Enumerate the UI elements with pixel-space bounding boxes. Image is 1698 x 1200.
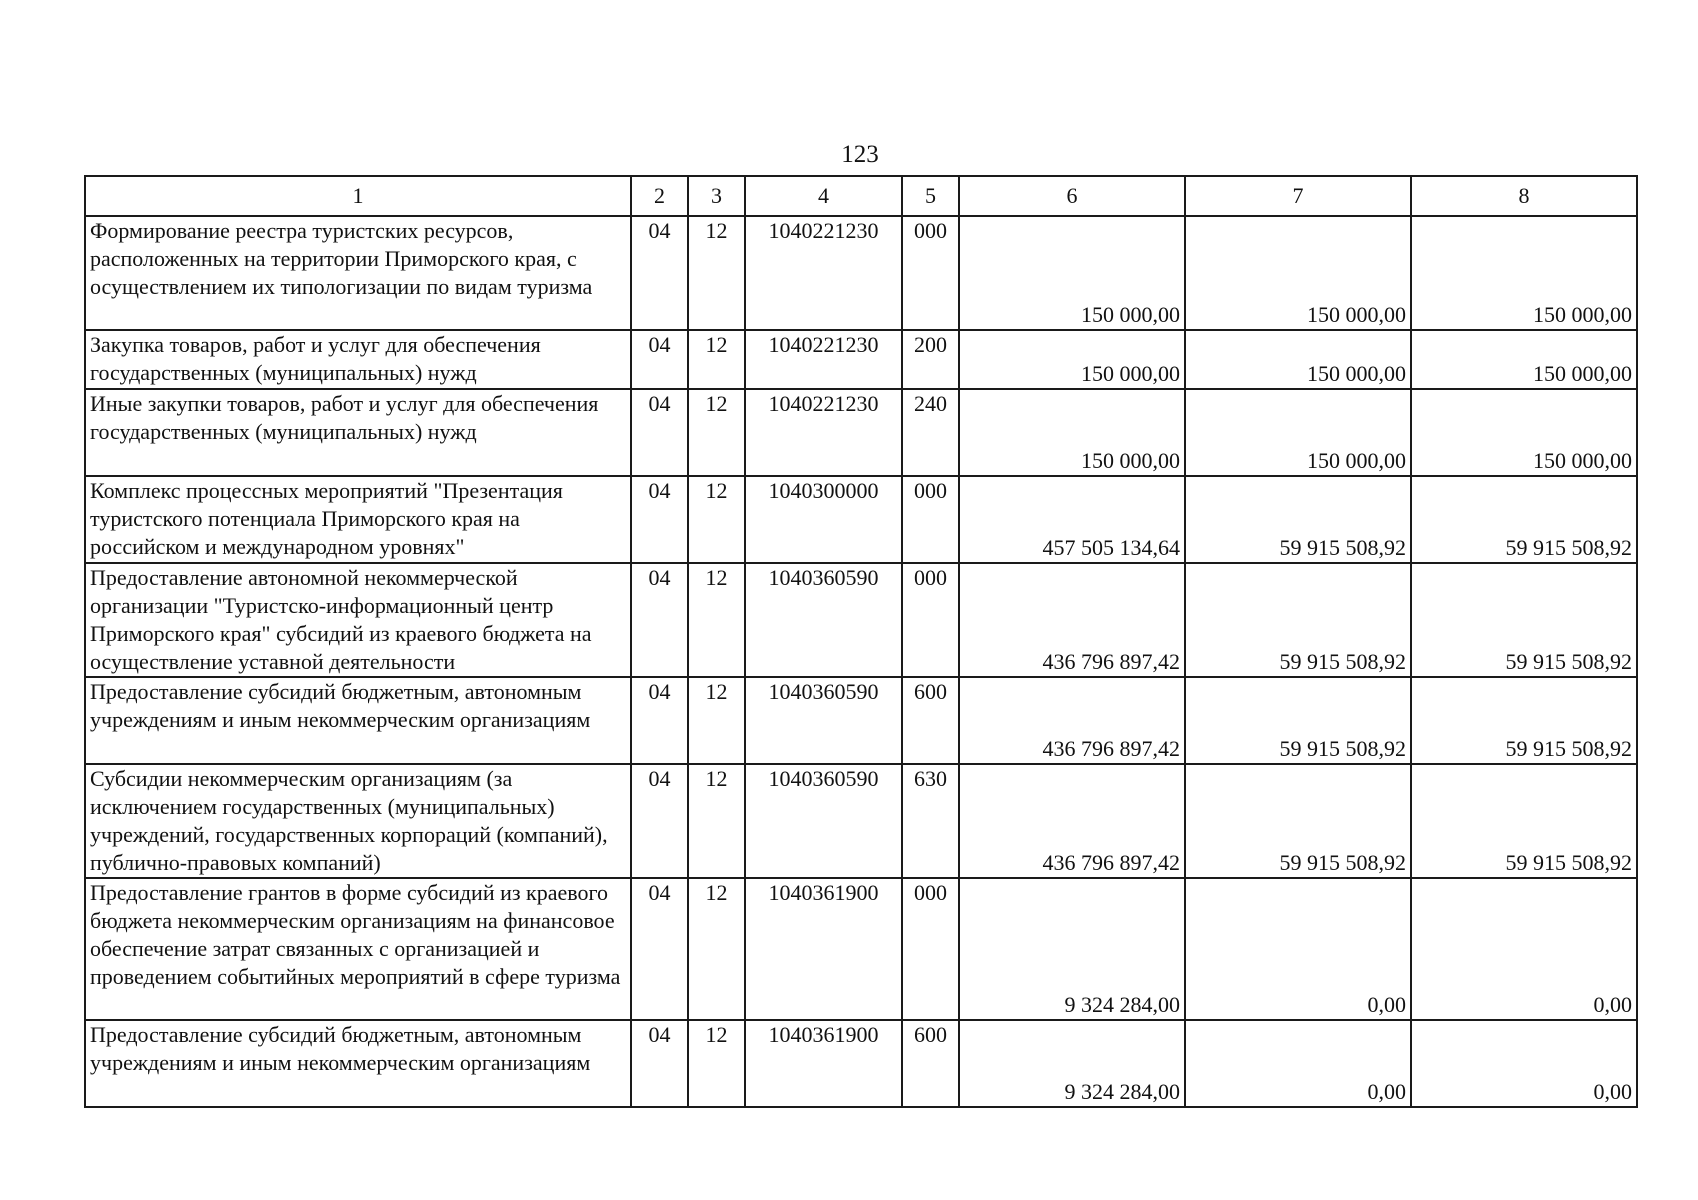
table-row xyxy=(85,330,1637,389)
target-article-code: 1040361900 xyxy=(745,1020,902,1107)
expense-type-code: 630 xyxy=(902,764,959,878)
expense-type-code: 600 xyxy=(902,1020,959,1107)
row-name: Предоставление грантов в форме субсидий из краевого бюджета некоммерческим организациям на финансовое обеспечение затрат связанных с организацией и проведением событийных мероприятий в сфере туризма xyxy=(85,878,631,1020)
table-row xyxy=(85,878,1637,1020)
section-code: 04 xyxy=(631,216,688,330)
section-code: 04 xyxy=(631,764,688,878)
amount-col-8: 59 915 508,92 xyxy=(1411,677,1637,764)
subsection-code: 12 xyxy=(688,389,745,476)
row-name: Закупка товаров, работ и услуг для обеспечения государственных (муниципальных) нужд xyxy=(85,330,631,389)
amount-col-8: 150 000,00 xyxy=(1411,330,1637,389)
subsection-code: 12 xyxy=(688,476,745,563)
row-name: Предоставление субсидий бюджетным, автономным учреждениям и иным некоммерческим организациям xyxy=(85,677,631,764)
amount-col-7: 59 915 508,92 xyxy=(1185,764,1411,878)
subsection-code: 12 xyxy=(688,1020,745,1107)
budget-table xyxy=(84,175,1638,1108)
amount-col-7: 59 915 508,92 xyxy=(1185,476,1411,563)
row-name: Комплекс процессных мероприятий "Презентация туристского потенциала Приморского края на российском и международном уровнях" xyxy=(85,476,631,563)
subsection-code: 12 xyxy=(688,330,745,389)
amount-col-7: 59 915 508,92 xyxy=(1185,677,1411,764)
amount-col-7: 59 915 508,92 xyxy=(1185,563,1411,677)
target-article-code: 1040360590 xyxy=(745,677,902,764)
amount-col-8: 150 000,00 xyxy=(1411,389,1637,476)
expense-type-code: 200 xyxy=(902,330,959,389)
amount-col-6: 9 324 284,00 xyxy=(959,878,1185,1020)
amount-col-6: 436 796 897,42 xyxy=(959,677,1185,764)
row-name: Формирование реестра туристских ресурсов, расположенных на территории Приморского края, с осуществлением их типологизации по видам туризма xyxy=(85,216,631,330)
column-header-7: 7 xyxy=(1185,176,1411,216)
column-header-5: 5 xyxy=(902,176,959,216)
expense-type-code: 600 xyxy=(902,677,959,764)
column-header-1: 1 xyxy=(85,176,631,216)
amount-col-7: 150 000,00 xyxy=(1185,330,1411,389)
amount-col-7: 0,00 xyxy=(1185,878,1411,1020)
amount-col-6: 436 796 897,42 xyxy=(959,563,1185,677)
target-article-code: 1040221230 xyxy=(745,389,902,476)
section-code: 04 xyxy=(631,389,688,476)
target-article-code: 1040221230 xyxy=(745,216,902,330)
column-header-6: 6 xyxy=(959,176,1185,216)
amount-col-6: 457 505 134,64 xyxy=(959,476,1185,563)
amount-col-6: 436 796 897,42 xyxy=(959,764,1185,878)
amount-col-6: 150 000,00 xyxy=(959,216,1185,330)
column-header-2: 2 xyxy=(631,176,688,216)
table-row xyxy=(85,764,1637,878)
table-row xyxy=(85,216,1637,330)
subsection-code: 12 xyxy=(688,878,745,1020)
row-name: Предоставление субсидий бюджетным, автономным учреждениям и иным некоммерческим организациям xyxy=(85,1020,631,1107)
table-row xyxy=(85,389,1637,476)
table-row xyxy=(85,476,1637,563)
amount-col-6: 150 000,00 xyxy=(959,389,1185,476)
amount-col-8: 59 915 508,92 xyxy=(1411,764,1637,878)
section-code: 04 xyxy=(631,1020,688,1107)
target-article-code: 1040221230 xyxy=(745,330,902,389)
row-name: Субсидии некоммерческим организациям (за исключением государственных (муниципальных) учреждений, государственных корпораций (компаний), публично-правовых компаний) xyxy=(85,764,631,878)
amount-col-7: 150 000,00 xyxy=(1185,389,1411,476)
target-article-code: 1040360590 xyxy=(745,563,902,677)
subsection-code: 12 xyxy=(688,216,745,330)
expense-type-code: 000 xyxy=(902,563,959,677)
section-code: 04 xyxy=(631,563,688,677)
table-row xyxy=(85,677,1637,764)
table-row xyxy=(85,563,1637,677)
section-code: 04 xyxy=(631,476,688,563)
amount-col-7: 0,00 xyxy=(1185,1020,1411,1107)
row-name: Иные закупки товаров, работ и услуг для обеспечения государственных (муниципальных) нужд xyxy=(85,389,631,476)
table-row xyxy=(85,1020,1637,1107)
section-code: 04 xyxy=(631,878,688,1020)
header-row xyxy=(85,176,1637,216)
amount-col-8: 59 915 508,92 xyxy=(1411,476,1637,563)
column-header-4: 4 xyxy=(745,176,902,216)
section-code: 04 xyxy=(631,677,688,764)
subsection-code: 12 xyxy=(688,677,745,764)
page-number: 123 xyxy=(841,141,879,168)
expense-type-code: 000 xyxy=(902,878,959,1020)
target-article-code: 1040361900 xyxy=(745,878,902,1020)
amount-col-6: 9 324 284,00 xyxy=(959,1020,1185,1107)
target-article-code: 1040300000 xyxy=(745,476,902,563)
column-header-8: 8 xyxy=(1411,176,1637,216)
amount-col-8: 0,00 xyxy=(1411,1020,1637,1107)
expense-type-code: 000 xyxy=(902,476,959,563)
section-code: 04 xyxy=(631,330,688,389)
expense-type-code: 240 xyxy=(902,389,959,476)
amount-col-8: 59 915 508,92 xyxy=(1411,563,1637,677)
amount-col-8: 0,00 xyxy=(1411,878,1637,1020)
column-header-3: 3 xyxy=(688,176,745,216)
expense-type-code: 000 xyxy=(902,216,959,330)
amount-col-6: 150 000,00 xyxy=(959,330,1185,389)
target-article-code: 1040360590 xyxy=(745,764,902,878)
subsection-code: 12 xyxy=(688,764,745,878)
row-name: Предоставление автономной некоммерческой организации "Туристско-информационный центр Приморского края" субсидий из краевого бюджета на осуществление уставной деятельности xyxy=(85,563,631,677)
amount-col-7: 150 000,00 xyxy=(1185,216,1411,330)
subsection-code: 12 xyxy=(688,563,745,677)
amount-col-8: 150 000,00 xyxy=(1411,216,1637,330)
